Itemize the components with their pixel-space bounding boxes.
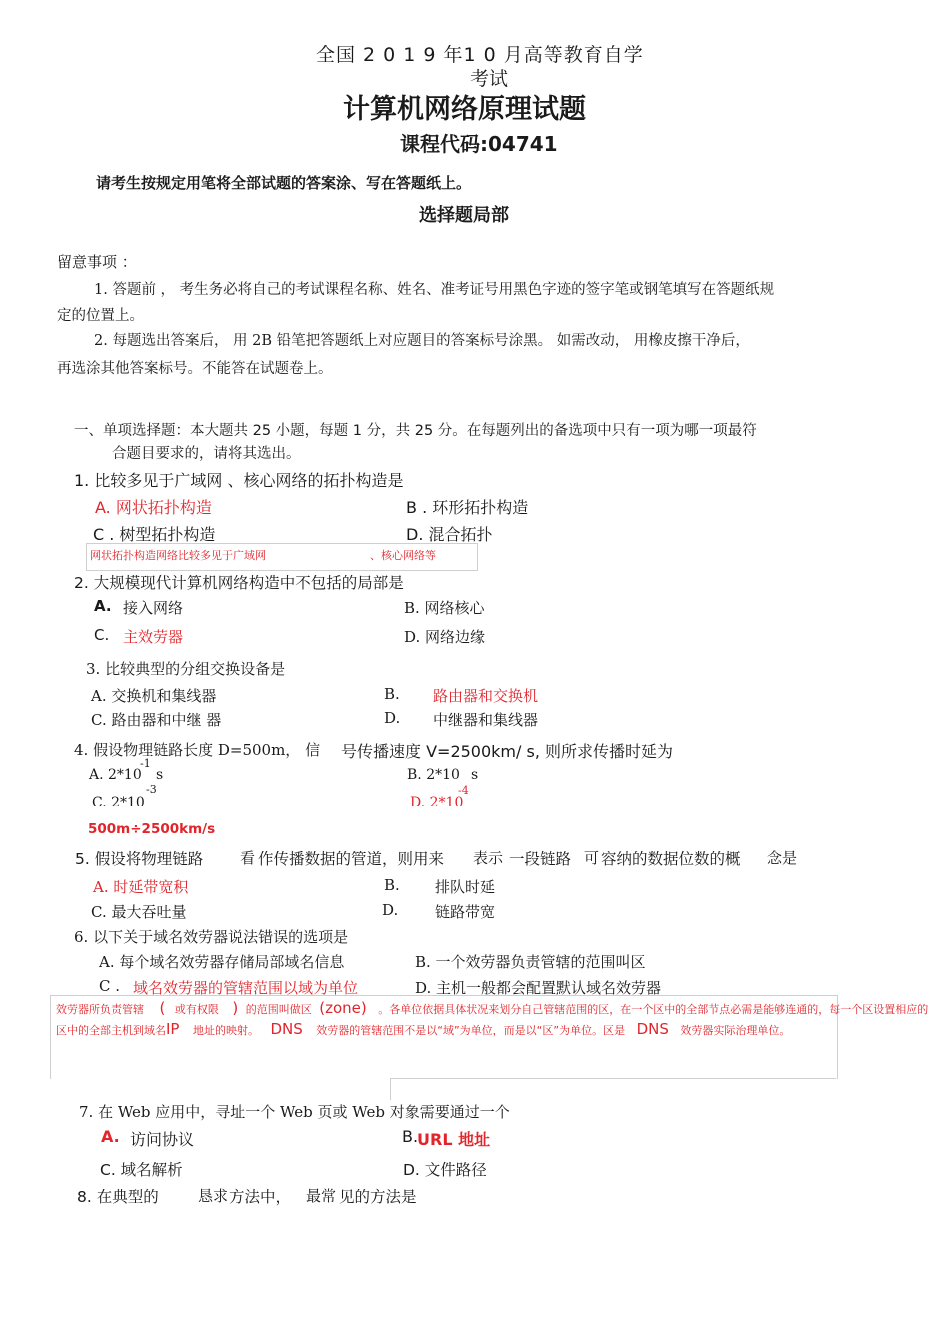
question-4-option-a: A. 2*10 (89, 767, 142, 783)
question-5-stem-8: 念是 (767, 849, 798, 867)
question-7-option-d: D. 文件路径 (403, 1161, 487, 1179)
question-7-option-b-label: B. (402, 1127, 419, 1146)
question-8-stem-2: 恳求 (198, 1187, 229, 1205)
question-6-option-a: A. 每个域名效劳器存储局部域名信息 (99, 953, 345, 971)
question-3-option-d: 中继器和集线器 (433, 711, 539, 729)
note-divider (390, 1078, 836, 1079)
question-8-stem-4: 最常 (306, 1187, 337, 1205)
course-code: 课程代码:04741 (400, 132, 558, 156)
note-item-2: 2. 每题选出答案后， 用 2B 铅笔把答题纸上对应题目的答案标号涂黑。 如需改动， 用橡皮擦干净后， (94, 333, 750, 349)
question-6-answer-note-cont: 区中的全部主机到域名IP 地址的映射。 DNS 效劳器的管辖范围不是以“域”为单位，而是以“区”为单位。区是 DNS 效劳器实际治理单位。 (56, 1020, 791, 1038)
question-1-answer-note-cont: 、核心网络等 (370, 549, 436, 562)
question-5-option-d: 链路带宽 (435, 903, 496, 921)
question-1-stem: 1. 比较多见于广域网 、核心网络的拓扑构造是 (74, 471, 404, 490)
notes-heading: 留意事项 ： (57, 253, 137, 271)
question-3-option-b-label: B. (384, 685, 400, 703)
question-4-option-d-exponent: -4 (458, 784, 469, 797)
question-4-option-b-unit: s (471, 767, 479, 783)
note-item-1-cont: 定的位置上。 (57, 308, 144, 324)
question-4-stem: 4. 假设物理链路长度 D=500m， 信 (74, 741, 321, 759)
question-6-option-c-label: C . (99, 977, 121, 995)
question-1-option-c: C . 树型拓扑构造 (93, 525, 216, 544)
question-8-stem: 8. 在典型的 (77, 1188, 159, 1206)
question-5-stem-3: 作传播数据的管道，则用来 (258, 850, 445, 868)
question-7-option-a: 访问协议 (130, 1130, 195, 1149)
question-2-option-b: B. 网络核心 (404, 599, 485, 617)
question-5-option-b: 排队时延 (435, 878, 496, 896)
exam-header-line1: 全国 2 0 1 9 年1 0 月高等教育自学 (316, 44, 644, 66)
question-2-option-c: 主效劳器 (123, 628, 184, 646)
exam-instruction: 请考生按规定用笔将全部试题的答案涂、写在答题纸上。 (96, 174, 472, 192)
question-4-answer-note: 500m÷2500km/s (88, 821, 216, 837)
question-6-stem: 6. 以下关于域名效劳器说法错误的选项是 (74, 928, 349, 946)
question-7-option-c: C. 域名解析 (100, 1161, 183, 1179)
question-2-option-d: D. 网络边缘 (404, 628, 486, 646)
note-item-2-cont: 再选涂其他答案标号。不能答在试题卷上。 (57, 361, 333, 377)
part1-heading-cont: 合题目要求的，请将其选出。 (112, 446, 301, 462)
question-4-stem-cont: 号传播速度 V=2500km/ s, 则所求传播时延为 (341, 742, 673, 761)
question-2-option-c-label: C. (94, 626, 110, 644)
question-4-option-c-exponent: -3 (146, 783, 157, 796)
question-6-answer-note: 效劳器所负责管辖 ( 或有权限 ) 的范围叫做区 (zone) 。各单位依据具体状况来划分自己管辖范围的区，在一个区中的全部节点必需是能够连通的，每一个区设置相应的 (56, 999, 929, 1017)
question-3-option-b: 路由器和交换机 (433, 687, 539, 705)
note-item-1: 1. 答题前 ， 考生务必将自己的考试课程名称、姓名、准考证号用黑色字迹的签字笔或钢笔填写在答题纸规 (94, 282, 775, 298)
question-3-stem: 3. 比较典型的分组交换设备是 (86, 660, 286, 678)
question-2-option-a-label: A. (94, 597, 112, 615)
question-5-option-c: C. 最大吞吐量 (91, 903, 187, 921)
note-divider (390, 1078, 391, 1100)
question-3-option-c: C. 路由器和中继 器 (91, 711, 222, 729)
question-8-stem-3: 方法中， (229, 1188, 292, 1206)
question-8-stem-5: 见的方法是 (339, 1188, 417, 1206)
question-4-option-d: D. 2*10 (410, 795, 464, 806)
question-5-stem-7: 容纳的数据位数的概 (601, 850, 741, 868)
question-4-option-c: C. 2*10 (92, 795, 145, 806)
question-5-stem-6: 可 (584, 849, 600, 867)
question-4-option-a-exponent: -1 (140, 757, 151, 770)
question-1-option-b: B . 环形拓扑构造 (406, 498, 529, 517)
question-6-option-b: B. 一个效劳器负责管辖的范围叫区 (415, 953, 646, 971)
question-7-option-a-label: A. (101, 1127, 120, 1146)
question-1-answer-note: 网状拓扑构造网络比较多见于广域网 (90, 549, 266, 562)
question-5-option-b-label: B. (384, 876, 400, 894)
question-6-option-d: D. 主机一般都会配置默认域名效劳器 (415, 979, 662, 997)
question-5-stem-4: 表示 (473, 849, 504, 867)
question-5-option-a: A. 时延带宽积 (93, 878, 189, 896)
question-5-stem: 5. 假设将物理链路 (75, 850, 204, 868)
section-title: 选择题局部 (419, 205, 509, 226)
question-4-clipped-row (80, 795, 500, 806)
question-6-option-c: 域名效劳器的管辖范围以域为单位 (133, 979, 359, 997)
question-4-option-b: B. 2*10 (407, 767, 460, 783)
page-title: 计算机网络原理试题 (343, 94, 586, 125)
question-1-option-a: A. 网状拓扑构造 (95, 498, 212, 517)
question-1-option-d: D. 混合拓扑 (406, 525, 493, 544)
question-2-stem: 2. 大规模现代计算机网络构造中不包括的局部是 (74, 574, 404, 592)
question-5-option-d-label: D. (382, 901, 399, 919)
question-5-stem-5: 一段链路 (509, 850, 572, 868)
question-7-stem: 7. 在 Web 应用中，寻址一个 Web 页或 Web 对象需要通过一个 (79, 1103, 510, 1121)
question-3-option-a: A. 交换机和集线器 (91, 687, 217, 705)
question-3-option-d-label: D. (384, 709, 401, 727)
question-7-option-b: URL 地址 (417, 1130, 491, 1149)
part1-heading: 一、单项选择题：本大题共 25 小题，每题 1 分，共 25 分。在每题列出的备选项中只有一项为哪一项最符 (74, 423, 757, 439)
question-5-stem-2: 看 (240, 849, 256, 867)
question-2-option-a: 接入网络 (123, 599, 184, 617)
exam-header-line2: 考试 (470, 68, 509, 90)
question-4-option-a-unit: s (156, 767, 164, 783)
